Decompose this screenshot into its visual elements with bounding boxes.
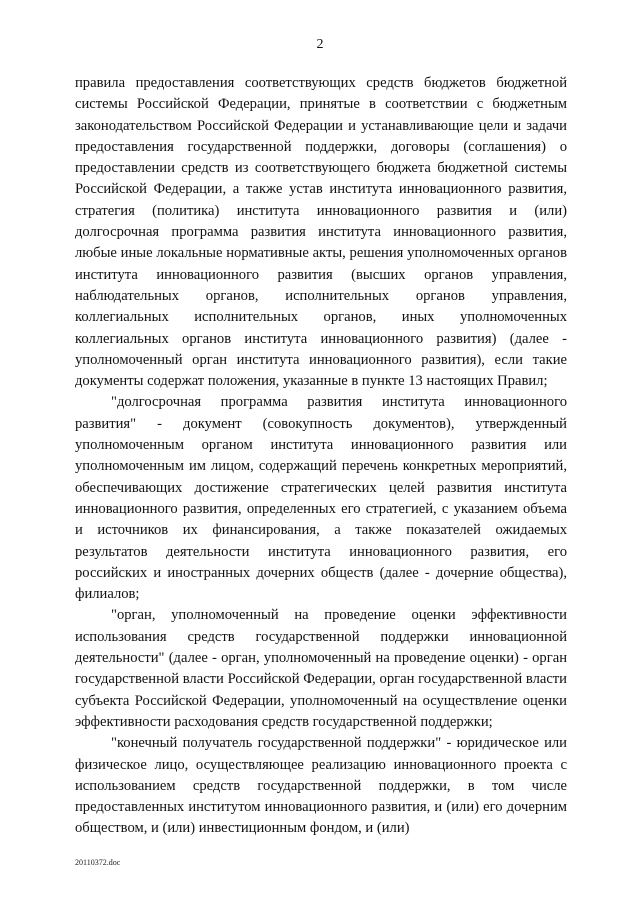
paragraph-final-recipient-definition: "конечный получатель государственной поддержки" - юридическое или физическое лицо, осуществляющее реализацию инновационного проекта с использованием средств государственной поддержки, в том числе предоставленных институтом инновационного развития, и (или) его дочерним обществом, и (или) инвестиционным фондом, и (или) (75, 735, 567, 837)
page-number: 2 (316, 37, 324, 52)
document-body (75, 73, 567, 840)
paragraph-evaluation-body-definition: "орган, уполномоченный на проведение оценки эффективности использования средств государственной поддержки инновационной деятельности" (далее - орган, уполномоченный на проведение оценки) - орган государственной власти Российской Федерации, орган государственной власти субъекта Российской Федерации, уполномоченный на осуществление оценки эффективности расходования средств государственной поддержки; (75, 607, 567, 730)
paragraph-continuation: правила предоставления соответствующих средств бюджетов бюджетной системы Российской Федерации, принятые в соответствии с бюджетным законодательством Российской Федерации и устанавливающие цели и задачи предоставления государственной поддержки, договоры (соглашения) о предоставлении средств из соответствующего бюджета бюджетной системы Российской Федерации, а также устав института инновационного развития, стратегия (политика) института инновационного развития и (или) долгосрочная программа развития института инновационного развития, любые иные локальные нормативные акты, решения уполномоченных органов института инновационного развития (высших органов управления, наблюдательных органов, исполнительных органов управления, коллегиальных исполнительных органов, иных уполномоченных коллегиальных органов института инновационного развития) (далее - уполномоченный орган института инновационного развития), если такие документы содержат положения, указанные в пункте 13 настоящих Правил; (75, 75, 567, 390)
document-file-code: 20110372.doc (75, 858, 121, 867)
paragraph-long-term-program-definition: "долгосрочная программа развития института инновационного развития" - документ (совокупность документов), утвержденный уполномоченным органом института инновационного развития или уполномоченным им лицом, содержащий перечень конкретных мероприятий, обеспечивающих достижение стратегических целей развития института инновационного развития, определенных его стратегией, с указанием объема и источников их финансирования, а также показателей ожидаемых результатов деятельности института инновационного развития, его российских и иностранных дочерних обществ (далее - дочерние общества), филиалов; (75, 394, 567, 603)
